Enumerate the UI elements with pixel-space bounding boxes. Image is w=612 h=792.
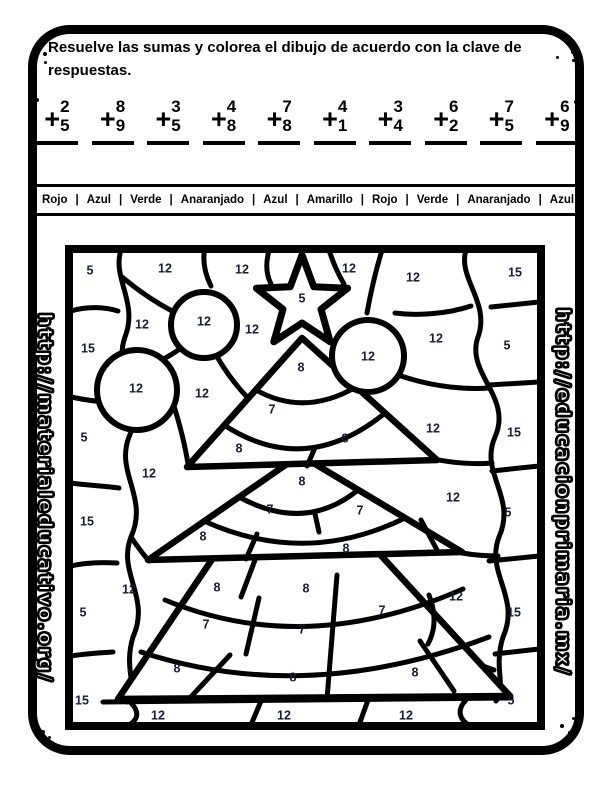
color-key-separator: | (252, 194, 256, 206)
addend-top: 6 (448, 97, 459, 116)
plus-sign: + (211, 103, 227, 134)
plus-sign: + (488, 103, 505, 134)
tree-tier-2 (148, 455, 462, 560)
addend-top: 3 (393, 97, 403, 116)
region-number: 12 (122, 582, 136, 597)
region-number: 12 (235, 262, 249, 277)
decorative-dot (572, 717, 575, 720)
instruction-text: Resuelve las sumas y colorea el dibujo de acuerdo con la clave de respuestas. (48, 39, 522, 80)
region-number: 15 (80, 514, 94, 529)
answer-line (203, 141, 245, 145)
region-number: 12 (245, 322, 259, 337)
answer-line (147, 141, 189, 145)
region-number: 7 (268, 402, 276, 417)
color-key-separator: | (75, 194, 79, 206)
region-number: 12 (446, 490, 460, 505)
addition-problem-5 (258, 97, 300, 145)
addend-top: 7 (282, 97, 292, 116)
answer-line (425, 141, 467, 145)
region-number: 12 (449, 589, 463, 604)
decorative-dot (560, 724, 564, 728)
region-number: 15 (507, 605, 521, 620)
region-number: 15 (508, 265, 522, 280)
plus-sign: + (322, 103, 338, 134)
region-number: 8 (297, 360, 305, 375)
color-key-item: Verde (416, 194, 449, 206)
color-key-item: Azul (549, 194, 575, 206)
addition-problem-6 (314, 97, 356, 145)
region-number: 12 (197, 314, 211, 329)
color-key-separator: | (456, 194, 460, 206)
region-number: 5 (86, 263, 94, 278)
region-number: 5 (507, 693, 515, 708)
region-number: 5 (298, 291, 306, 306)
answer-line (536, 141, 578, 145)
decorative-dot (35, 98, 39, 102)
plus-sign: + (433, 103, 449, 134)
region-number: 8 (298, 474, 306, 489)
region-number: 8 (289, 670, 297, 685)
addition-problem-1 (36, 97, 78, 145)
region-number: 8 (341, 431, 349, 446)
region-number: 12 (406, 270, 420, 285)
plus-sign: + (377, 103, 394, 134)
addition-problem-8 (425, 97, 467, 145)
color-key-item: Azul (86, 194, 111, 206)
addend-bottom: 4 (393, 116, 403, 136)
decorative-dot (574, 100, 578, 104)
region-number: 12 (151, 708, 165, 723)
region-number: 12 (135, 317, 149, 332)
decorative-dot (48, 736, 51, 739)
region-number: 12 (195, 386, 209, 401)
answer-line (92, 141, 134, 145)
plus-sign: + (99, 103, 116, 134)
region-number: 8 (342, 541, 350, 556)
color-key-item: Verde (130, 194, 162, 206)
region-number: 5 (79, 605, 87, 620)
addend-bottom: 5 (171, 116, 181, 136)
addend-top: 4 (226, 97, 237, 116)
region-number: 8 (411, 665, 419, 680)
decorative-dot (44, 61, 47, 64)
christmas-tree-color-by-number-svg (65, 245, 545, 730)
addition-problem-7 (369, 97, 411, 145)
color-key-item: Rojo (41, 194, 68, 206)
watermark-left-url: http://materialeducativo.org/ (34, 313, 56, 683)
addend-bottom: 5 (504, 116, 514, 136)
color-key-separator: | (538, 194, 542, 206)
color-key-separator: | (360, 194, 364, 206)
region-number: 15 (75, 693, 89, 708)
color-key-row (36, 194, 580, 206)
region-number: 12 (158, 261, 172, 276)
region-number: 5 (503, 338, 511, 353)
region-number: 12 (342, 261, 356, 276)
decorative-dot (41, 730, 45, 734)
region-number: 12 (129, 381, 143, 396)
region-number: 12 (399, 708, 413, 723)
addend-top: 4 (337, 97, 348, 116)
color-key-separator: | (119, 194, 123, 206)
region-number: 5 (504, 505, 512, 520)
addition-problem-9 (480, 97, 522, 145)
color-key-item: Anaranjado (180, 194, 245, 206)
plus-sign: + (44, 103, 61, 134)
coloring-picture (65, 245, 545, 730)
addend-top: 3 (171, 97, 181, 116)
region-number: 15 (81, 341, 95, 356)
watermark-right-url: http://educacionprimaria.mx/ (552, 307, 574, 677)
region-number: 8 (302, 581, 310, 596)
region-number: 8 (235, 441, 243, 456)
color-key-separator: | (295, 194, 299, 206)
addend-bottom: 8 (226, 116, 237, 136)
plus-sign: + (544, 103, 561, 134)
addend-top: 8 (115, 97, 126, 116)
region-number: 5 (80, 430, 88, 445)
plus-sign: + (155, 103, 172, 134)
region-number: 12 (429, 331, 443, 346)
addend-bottom: 9 (115, 116, 126, 136)
region-number: 12 (426, 421, 440, 436)
addend-top: 7 (504, 97, 514, 116)
region-number: 12 (142, 466, 156, 481)
region-number: 8 (199, 529, 207, 544)
color-key-item: Anaranjado (467, 194, 531, 206)
addition-problems-row (36, 97, 578, 145)
answer-line (369, 141, 411, 145)
region-number: 8 (213, 580, 221, 595)
answer-line (36, 141, 78, 145)
answer-line (480, 141, 522, 145)
addend-bottom: 1 (337, 116, 348, 136)
region-number: 12 (361, 349, 375, 364)
answer-line (258, 141, 300, 145)
region-number: 15 (507, 425, 521, 440)
color-key-item: Azul (263, 194, 288, 206)
decorative-dot (571, 50, 575, 54)
region-number: 7 (202, 617, 210, 632)
trunk-strip (129, 700, 467, 725)
decorative-dot (556, 56, 559, 59)
addition-problem-4 (203, 97, 245, 145)
color-key-item: Rojo (371, 194, 398, 206)
tree-tier-3 (118, 549, 510, 700)
addend-top: 6 (560, 97, 570, 116)
region-number: 7 (378, 603, 386, 618)
decorative-dot (43, 52, 47, 56)
addend-bottom: 8 (282, 116, 292, 136)
region-number: 8 (173, 661, 181, 676)
answer-line (314, 141, 356, 145)
addend-bottom: 5 (60, 116, 70, 136)
decorative-dot (568, 731, 571, 734)
region-number: 12 (277, 708, 291, 723)
addend-top: 2 (60, 97, 70, 116)
addition-problem-3 (147, 97, 189, 145)
addend-bottom: 2 (448, 116, 459, 136)
color-key-item: Amarillo (306, 194, 353, 206)
addition-problem-2 (92, 97, 134, 145)
color-key-box (33, 184, 583, 216)
addition-problem-10 (536, 97, 578, 145)
color-key-separator: | (169, 194, 173, 206)
plus-sign: + (266, 103, 283, 134)
region-number: 7 (298, 622, 306, 637)
region-number: 7 (266, 502, 274, 517)
color-key-separator: | (405, 194, 409, 206)
region-number: 7 (356, 503, 364, 518)
decorative-dot (572, 59, 575, 62)
addend-bottom: 9 (560, 116, 570, 136)
